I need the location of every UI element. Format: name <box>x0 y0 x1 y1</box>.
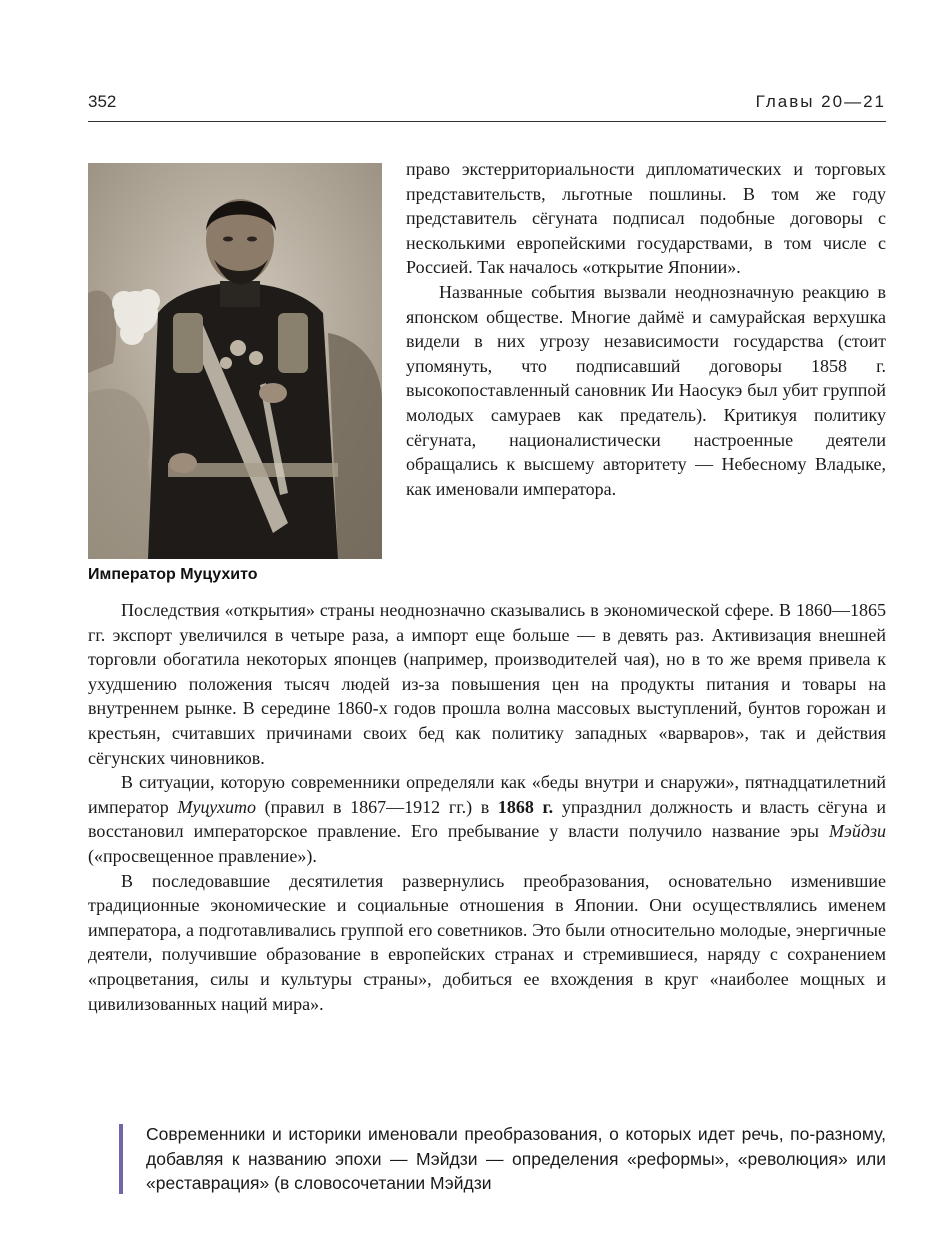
paragraph: Последствия «открытия» страны неоднозначно сказывались в экономической сфере. В 1860—1865 гг. экспорт увеличился в четыре раза, а импорт еще больше — в девять раз. Активизация внешней торговли обогатила некоторых японцев (например, производителей чая), но в то же время привела к ухудшению положения тысяч людей из-за повышения цен на продукты питания и товары на внутреннем рынке. В середине 1860-х годов прошла волна массовых выступлений, бунтов горожан и крестьян, считавших причинами своих бед как политику западных «варваров», так и действия сёгунских чиновников. <box>88 600 886 768</box>
era-name: Мэйдзи <box>828 821 886 842</box>
emperor-name: Муцухито <box>177 796 256 817</box>
photo-caption: Император Муцухито <box>88 566 258 583</box>
page-number: 352 <box>88 92 117 111</box>
right-column-text <box>406 157 886 501</box>
full-width-text <box>88 598 886 1016</box>
paragraph: В последовавшие десятилетия развернулись преобразования, основательно изменившие традиционные экономические и социальные отношения в Японии. Они осуществлялись именем императора, а подготавливались группой его советников. Это были относительно молодые, энергичные деятели, получившие образование в европейских странах и стремившиеся, наряду с сохранением «процветания, силы и культуры страны», добиться ее вхождения в круг «наиболее мощных и цивилизованных наций мира». <box>88 870 886 1014</box>
side-note <box>120 1122 886 1196</box>
paragraph: право экстерриториальности дипломатических и торговых представительств, льготные пошлины. В том же году представитель сёгуната подписал подобные договоры с несколькими европейскими государствами, в том числе с Россией. Так началось «открытие Японии». <box>406 159 886 278</box>
note-text: Современники и историки именовали преобразования, о которых идет речь, по-разному, добавляя к названию эпохи — Мэйдзи — определения «реформы», «революция» или «реставрация» (в словосочетании Мэйдзи <box>146 1124 886 1194</box>
year-1868: 1868 г. <box>497 796 554 817</box>
paragraph-meiji-restoration: В ситуации, которую современники определяли как «беды внутри и снаружи», пятнадцатилетний император Муцухито (правил в 1867—1912 гг.) в 1868 г. упразднил должность и власть сёгуна и восстановил императорское правление. Его пребывание у власти получило название эры Мэйдзи («просвещенное правление»). <box>88 772 886 866</box>
emperor-portrait-photo <box>88 163 382 559</box>
paragraph: Названные события вызвали неоднозначную реакцию в японском обществе. Многие даймё и самурайская верхушка видели в них угрозу независимости государства (стоит упомянуть, что подписавший договоры 1858 г. высокопоставленный сановник Ии Наосукэ был убит группой молодых самураев как предатель). Критикуя политику сёгуната, националистически настроенные деятели обращались к высшему авторитету — Небесному Владыке, как именовали императора. <box>406 281 886 499</box>
chapter-title: Главы 20—21 <box>755 92 886 111</box>
page-header <box>88 92 886 118</box>
header-rule <box>88 121 886 122</box>
